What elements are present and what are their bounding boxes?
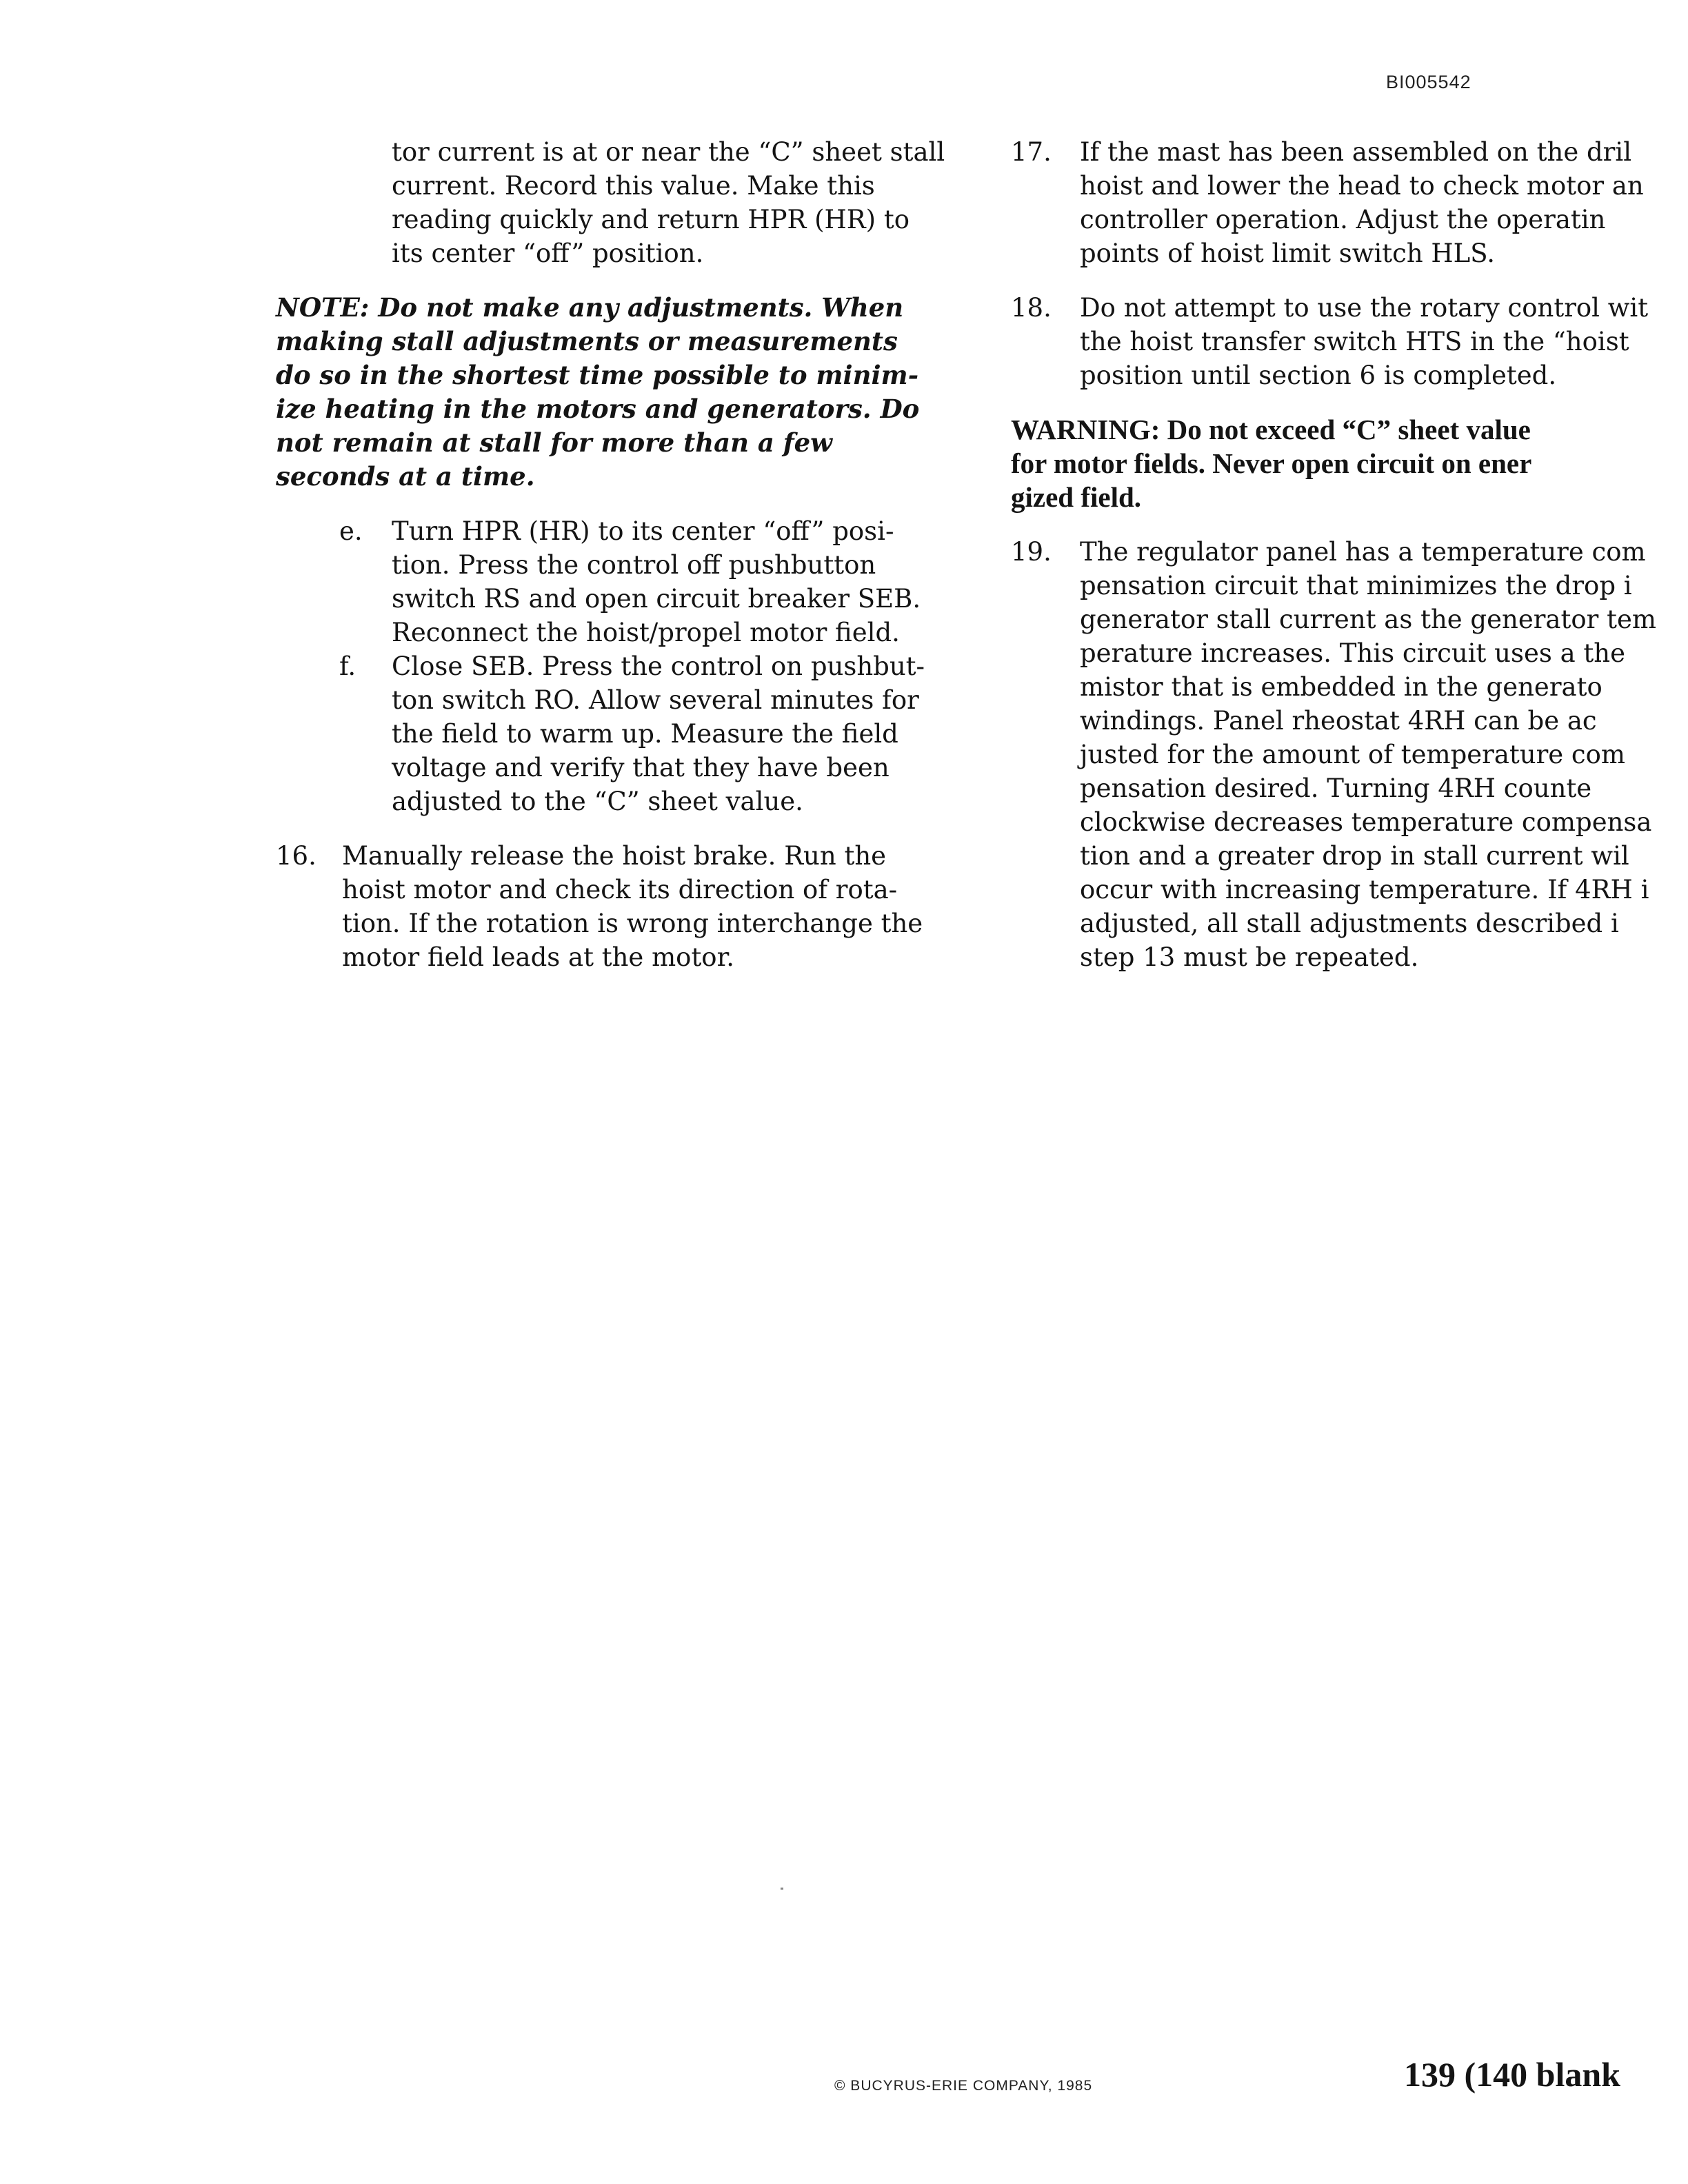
sub-item-label: e. (339, 516, 363, 546)
text-line: If the mast has been assembled on the dril (1080, 137, 1632, 167)
text-line: Manually release the hoist brake. Run the (342, 841, 887, 871)
continuation-paragraph (392, 135, 945, 270)
copyright-notice: © BUCYRUS-ERIE COMPANY, 1985 (834, 2078, 1093, 2094)
text-line: NOTE: Do not make any adjustments. When (276, 292, 904, 323)
step-item (1011, 535, 1666, 974)
left-column (276, 135, 945, 974)
step-number: 18. (1011, 293, 1052, 323)
text-line: hoist motor and check its direction of rota- (342, 875, 898, 904)
item-text (1080, 535, 1666, 974)
text-line: the field to warm up. Measure the field (392, 719, 898, 749)
text-line: occur with increasing temperature. If 4RH i (1080, 875, 1649, 904)
text-line: justed for the amount of temperature com (1080, 740, 1626, 769)
item-text (342, 839, 945, 974)
step-item (276, 839, 945, 974)
sub-item (339, 649, 945, 818)
item-text (1080, 135, 1666, 270)
text-line: The regulator panel has a temperature com (1080, 537, 1646, 567)
text-line: tion and a greater drop in stall current wil (1080, 841, 1629, 871)
text-line: voltage and verify that they have been (392, 753, 890, 782)
step-list (1011, 135, 1666, 392)
text-line: pensation desired. Turning 4RH counte (1080, 774, 1592, 803)
text-line: gized field. (1011, 481, 1142, 513)
note-paragraph (276, 291, 945, 494)
text-line: position until section 6 is completed. (1080, 361, 1557, 390)
item-text (1080, 291, 1666, 392)
text-line: tion. Press the control off pushbutton (392, 550, 876, 580)
text-line: making stall adjustments or measurements (276, 326, 898, 356)
text-line: Turn HPR (HR) to its center “off” posi- (392, 516, 894, 546)
page-number: 139 (140 blank (1404, 2055, 1620, 2094)
text-line: generator stall current as the generator tem (1080, 605, 1656, 634)
text-line: perature increases. This circuit uses a the (1080, 638, 1626, 668)
document-id: BI005542 (1386, 72, 1471, 92)
sub-item (339, 514, 945, 649)
text-line: the hoist transfer switch HTS in the “hoist (1080, 327, 1629, 356)
text-line: adjusted to the “C” sheet value. (392, 787, 803, 816)
sub-item-label: f. (339, 651, 356, 681)
text-line: switch RS and open circuit breaker SEB. (392, 584, 921, 614)
text-line: WARNING: Do not exceed “C” sheet value (1011, 414, 1531, 445)
text-line: mistor that is embedded in the generato (1080, 672, 1602, 702)
text-line: ize heating in the motors and generators. Do (276, 394, 920, 424)
text-line: tor current is at or near the “C” sheet stall (392, 137, 945, 167)
text-line: controller operation. Adjust the operatin (1080, 205, 1606, 234)
text-line: Do not attempt to use the rotary control wit (1080, 293, 1649, 323)
text-line: motor field leads at the motor. (342, 942, 734, 972)
text-line: not remain at stall for more than a few (276, 427, 833, 458)
warning-paragraph (1011, 413, 1666, 514)
text-line: windings. Panel rheostat 4RH can be ac (1080, 706, 1597, 736)
text-line: hoist and lower the head to check motor an (1080, 171, 1644, 201)
step-item (1011, 135, 1666, 270)
right-column (1011, 135, 1666, 974)
text-line: adjusted, all stall adjustments described i (1080, 909, 1619, 938)
text-line: current. Record this value. Make this (392, 171, 875, 201)
text-line: its center “off” position. (392, 239, 704, 268)
text-line: seconds at a time. (276, 461, 535, 492)
text-line: points of hoist limit switch HLS. (1080, 239, 1496, 268)
text-line: pensation circuit that minimizes the drop i (1080, 571, 1632, 600)
step-number: 17. (1011, 137, 1052, 167)
item-text (392, 649, 945, 818)
step-number: 16. (276, 841, 316, 871)
step-number: 19. (1011, 537, 1052, 567)
text-line: do so in the shortest time possible to minim- (276, 360, 919, 390)
step-item (1011, 291, 1666, 392)
text-line: clockwise decreases temperature compensa (1080, 807, 1652, 837)
step-list (1011, 535, 1666, 974)
scan-speck (781, 1888, 783, 1890)
text-line: tion. If the rotation is wrong interchange the (342, 909, 923, 938)
step-list (276, 839, 945, 974)
sub-item-list (339, 514, 945, 818)
text-line: ton switch RO. Allow several minutes for (392, 685, 919, 715)
item-text (392, 514, 945, 649)
text-line: reading quickly and return HPR (HR) to (392, 205, 910, 234)
text-line: for motor fields. Never open circuit on ener (1011, 447, 1532, 479)
text-line: Close SEB. Press the control on pushbut- (392, 651, 925, 681)
text-line: step 13 must be repeated. (1080, 942, 1419, 972)
text-line: Reconnect the hoist/propel motor field. (392, 618, 900, 647)
